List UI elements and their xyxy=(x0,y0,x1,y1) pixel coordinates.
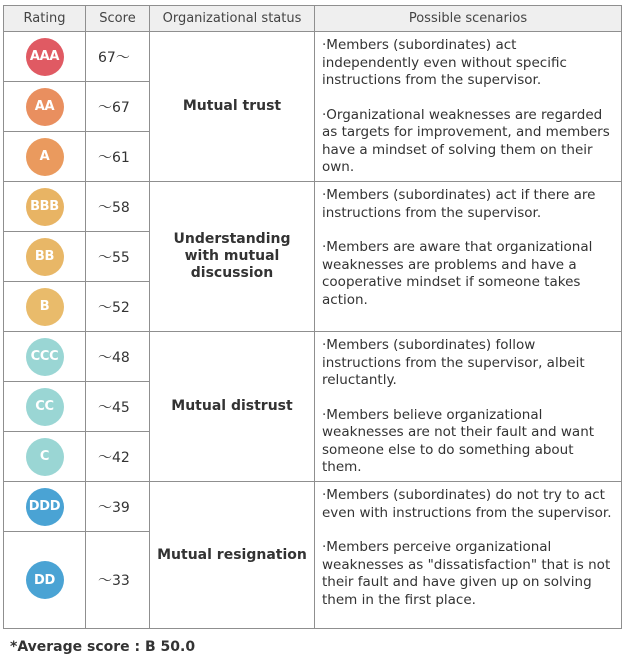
scenario-text: ·Members (subordinates) follow instructions from the supervisor, albeit reluctantly. xyxy=(322,337,585,388)
rating-cell xyxy=(4,332,86,382)
scenarios-mutual-distrust xyxy=(315,332,622,482)
score-cell: ～45 xyxy=(86,382,150,432)
rating-table xyxy=(3,5,622,629)
status-mutual-resignation: Mutual resignation xyxy=(150,482,315,629)
scenario-text: ·Members perceive organizational weaknesses as "dissatisfaction" that is not their fault and have given up on solving them in the first place. xyxy=(322,539,611,608)
rating-cell xyxy=(4,482,86,532)
score-cell: ～58 xyxy=(86,182,150,232)
header-organizational-status: Organizational status xyxy=(150,6,315,32)
scenario-text: ·Members (subordinates) act independently even without specific instructions from the supervisor. xyxy=(322,37,567,88)
rating-badge-dd: DD xyxy=(26,561,64,599)
rating-badge-ddd: DDD xyxy=(26,488,64,526)
score-cell: 67～ xyxy=(86,32,150,82)
rating-badge-bbb: BBB xyxy=(26,188,64,226)
table-header-row xyxy=(4,6,622,32)
rating-cell xyxy=(4,32,86,82)
rating-badge-a: A xyxy=(26,138,64,176)
rating-badge-cc: CC xyxy=(26,388,64,426)
scenario-text: ·Members (subordinates) act if there are instructions from the supervisor. xyxy=(322,187,596,221)
table-row xyxy=(4,482,622,532)
score-cell: ～52 xyxy=(86,282,150,332)
rating-cell xyxy=(4,282,86,332)
scenarios-understanding xyxy=(315,182,622,332)
scenarios-mutual-resignation xyxy=(315,482,622,629)
scenario-text: ·Members believe organizational weaknesses are not their fault and want someone else to do something about them. xyxy=(322,406,595,475)
header-possible-scenarios: Possible scenarios xyxy=(315,6,622,32)
rating-cell xyxy=(4,232,86,282)
rating-badge-c: C xyxy=(26,438,64,476)
scenario-text: ·Organizational weaknesses are regarded as targets for improvement, and members have a mindset of solving them on their own. xyxy=(322,106,610,175)
status-mutual-distrust: Mutual distrust xyxy=(150,332,315,482)
table-row xyxy=(4,332,622,382)
average-score-footnote: *Average score : B 50.0 xyxy=(10,639,196,655)
score-cell: ～67 xyxy=(86,82,150,132)
score-cell: ～61 xyxy=(86,132,150,182)
scenarios-mutual-trust xyxy=(315,32,622,182)
rating-badge-bb: BB xyxy=(26,238,64,276)
score-cell: ～55 xyxy=(86,232,150,282)
status-mutual-trust: Mutual trust xyxy=(150,32,315,182)
score-cell: ～39 xyxy=(86,482,150,532)
scenario-text: ·Members (subordinates) do not try to act even with instructions from the supervisor. xyxy=(322,487,612,521)
header-score: Score xyxy=(86,6,150,32)
rating-cell xyxy=(4,432,86,482)
rating-badge-b: B xyxy=(26,288,64,326)
score-cell: ～33 xyxy=(86,532,150,629)
rating-cell xyxy=(4,82,86,132)
rating-cell xyxy=(4,132,86,182)
rating-cell xyxy=(4,382,86,432)
table-row xyxy=(4,32,622,82)
scenario-text: ·Members are aware that organizational weaknesses are problems and have a cooperative mindset if someone takes action. xyxy=(322,239,593,308)
rating-badge-aaa: AAA xyxy=(26,38,64,76)
rating-badge-ccc: CCC xyxy=(26,338,64,376)
rating-cell xyxy=(4,182,86,232)
rating-badge-aa: AA xyxy=(26,88,64,126)
table-row xyxy=(4,182,622,232)
header-rating: Rating xyxy=(4,6,86,32)
rating-cell xyxy=(4,532,86,629)
score-cell: ～48 xyxy=(86,332,150,382)
score-cell: ～42 xyxy=(86,432,150,482)
status-understanding-with-mutual-discussion: Understanding with mutual discussion xyxy=(150,182,315,332)
